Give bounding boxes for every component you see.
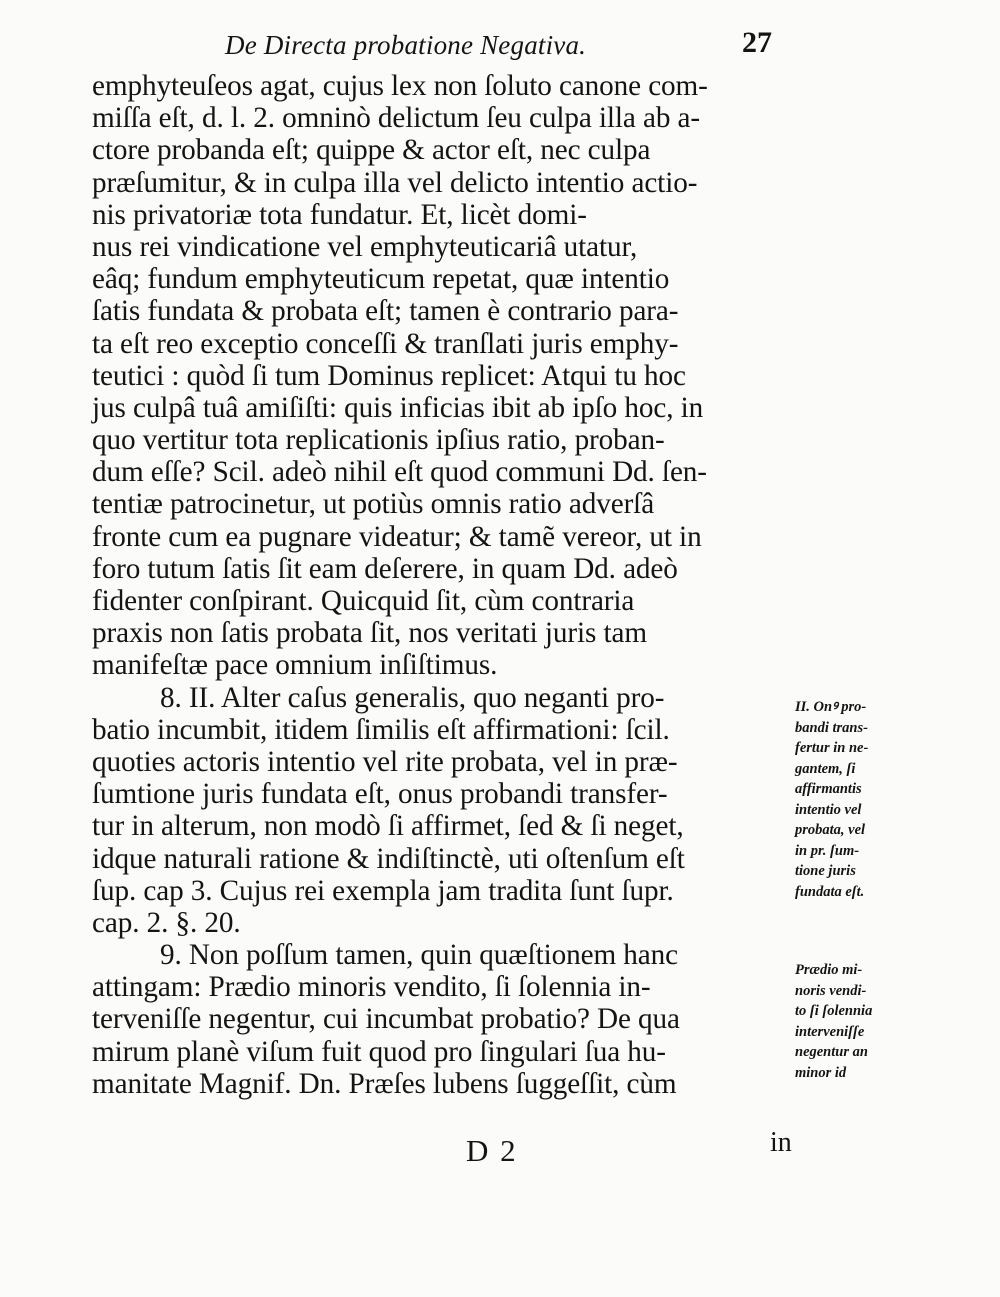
text-line: ſumtione juris fundata eſt, onus probandi transfer- xyxy=(92,778,668,811)
margin-note-line: in pr. ſum- xyxy=(795,842,860,859)
margin-note-line: noris vendi- xyxy=(795,982,867,999)
text-line: nis privatoriæ tota fundatur. Et, licèt domi- xyxy=(92,198,587,231)
margin-note-line: II. Onꝰ pro- xyxy=(795,699,867,715)
margin-note-line: fundata eſt. xyxy=(795,883,865,900)
margin-note-line: affirmantis xyxy=(795,781,862,797)
page-header xyxy=(0,26,1000,70)
signature-mark: D 2 xyxy=(466,1133,518,1168)
text-line: manifeſtæ pace omnium inſiſtimus. xyxy=(92,649,498,682)
text-line: fidenter conſpirant. Quicquid ſit, cùm contraria xyxy=(92,585,635,617)
text-line: ſatis fundata & probata eſt; tamen è contrario para- xyxy=(92,295,679,328)
paragraph-start-line: 9. Non poſſum tamen, quin quæſtionem hanc xyxy=(160,939,678,972)
text-line: terveniſſe negentur, cui incumbat probatio? De qua xyxy=(92,1003,680,1036)
text-line: tur in alterum, non modò ſi affirmet, ſed & ſi neget, xyxy=(92,810,684,843)
text-line: nus rei vindicatione vel emphyteuticariâ utatur, xyxy=(92,230,638,263)
catchword: in xyxy=(770,1127,792,1158)
text-line: teutici : quòd ſi tum Dominus replicet: Atqui tu hoc xyxy=(92,359,686,392)
text-line: quo vertitur tota replicationis ipſius ratio, proban- xyxy=(92,424,665,457)
margin-note xyxy=(795,960,995,1083)
text-line: foro tutum ſatis ſit eam deſerere, in quam Dd. adeò xyxy=(92,552,678,585)
running-head: De Directa probatione Negativa. xyxy=(225,30,587,60)
margin-note-line: interveniſſe xyxy=(795,1023,865,1040)
margin-note-line: bandi trans- xyxy=(795,719,868,736)
page-number: 27 xyxy=(742,26,772,59)
text-line: eâq; fundum emphyteuticum repetat, quæ intentio xyxy=(92,263,670,296)
text-line: mirum planè viſum fuit quod pro ſingulari ſua hu- xyxy=(92,1035,666,1068)
text-line: miſſa eſt, d. l. 2. omninò delictum ſeu culpa illa ab a- xyxy=(92,102,700,135)
margin-note-line: negentur an xyxy=(795,1044,868,1060)
text-line: fronte cum ea pugnare videatur; & tamẽ vereor, ut in xyxy=(92,520,702,553)
margin-note-line: to ſi ſolennia xyxy=(795,1003,873,1019)
margin-note-line: fertur in ne- xyxy=(795,740,869,756)
text-line: ta eſt reo exceptio conceſſi & tranſlati juris emphy- xyxy=(92,327,679,360)
text-line: manitate Magnif. Dn. Præſes lubens ſuggeſſit, cùm xyxy=(92,1067,677,1100)
margin-note-line: tione juris xyxy=(795,863,856,879)
margin-note-line: intentio vel xyxy=(795,801,862,818)
text-line: praxis non ſatis probata ſit, nos veritati juris tam xyxy=(92,617,647,650)
margin-note-line: probata, vel xyxy=(795,822,866,838)
margin-note-line: Prædio mi- xyxy=(795,962,863,978)
text-line: tentiæ patrocinetur, ut potiùs omnis ratio adverſâ xyxy=(92,488,655,521)
text-line: idque naturali ratione & indiſtinctè, uti oſtenſum eſt xyxy=(92,842,685,875)
text-line: attingam: Prædio minoris vendito, ſi ſolennia in- xyxy=(92,971,651,1004)
text-line: jus culpâ tuâ amiſiſti: quis inficias ibit ab ipſo hoc, in xyxy=(92,391,704,424)
text-line: emphyteuſeos agat, cujus lex non ſoluto canone com- xyxy=(92,70,708,102)
margin-note-line: minor id xyxy=(795,1064,847,1081)
text-line: cap. 2. §. 20. xyxy=(92,906,241,939)
margin-note xyxy=(795,697,995,902)
text-line: dum eſſe? Scil. adeò nihil eſt quod communi Dd. ſen- xyxy=(92,456,707,489)
text-line: batio incumbit, itidem ſimilis eſt affirmationi: ſcil. xyxy=(92,713,670,746)
paragraph-start-line: 8. II. Alter caſus generalis, quo neganti pro- xyxy=(160,681,665,714)
main-text xyxy=(92,70,792,1100)
text-line: quoties actoris intentio vel rite probata, vel in præ- xyxy=(92,745,678,778)
text-line: ſup. cap 3. Cujus rei exempla jam tradita ſunt ſupr. xyxy=(92,874,674,907)
text-line: ctore probanda eſt; quippe & actor eſt, nec culpa xyxy=(92,134,651,167)
text-line: præſumitur, & in culpa illa vel delicto intentio actio- xyxy=(92,166,698,199)
margin-note-line: gantem, ſi xyxy=(795,760,856,777)
